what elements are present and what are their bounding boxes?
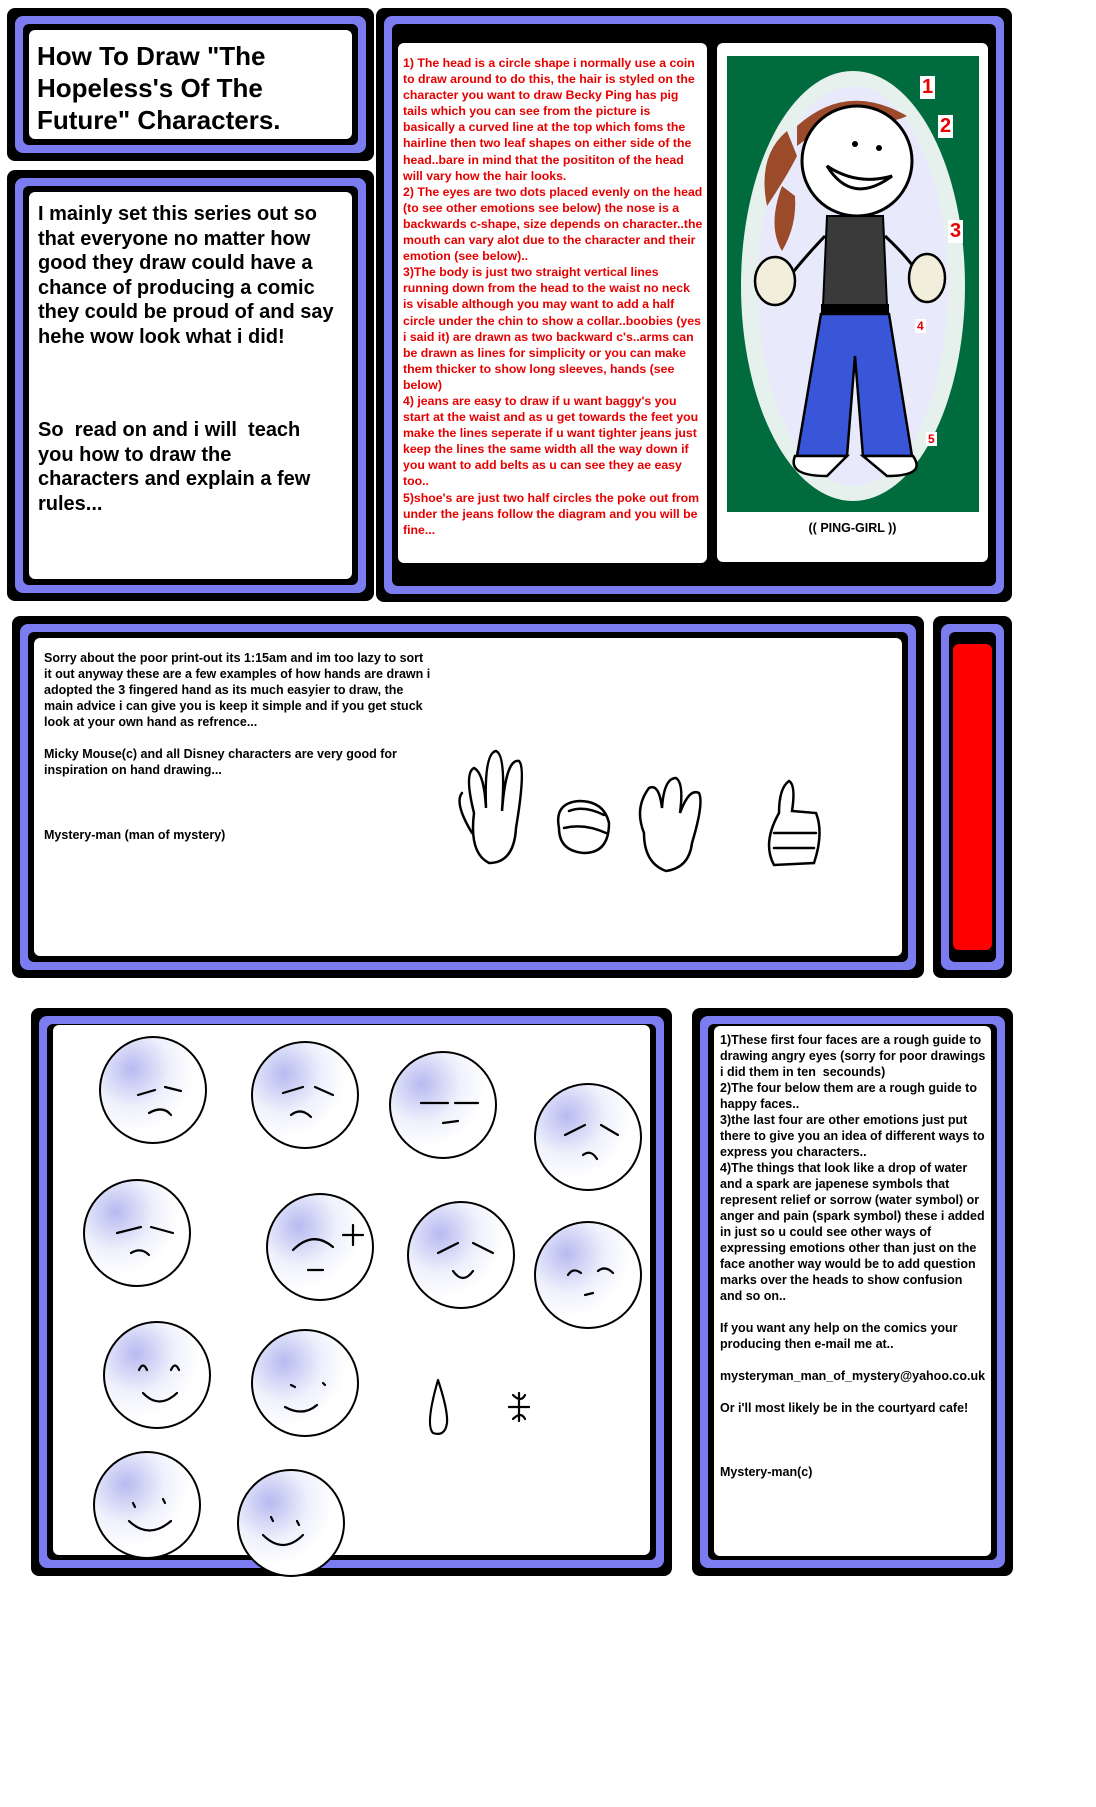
intro-paragraph-1: I mainly set this series out so that everyone no matter how good they draw could have a chance of producing a comic they could be proud of and say hehe wow look what i did!	[38, 203, 340, 348]
instructions-panel	[376, 8, 1012, 602]
marker-4: 4	[917, 319, 924, 333]
intro-box	[29, 192, 352, 579]
hands-box	[34, 638, 902, 956]
intro-paragraph-2: So read on and i will teach you how to draw the characters and explain a few rules...	[38, 419, 316, 515]
hands-signature: Mystery-man (man of mystery)	[44, 828, 226, 842]
faces-panel	[31, 1008, 672, 1576]
meter-panel	[933, 616, 1012, 978]
face-drawings	[53, 1025, 650, 1555]
emotions-panel	[692, 1008, 1013, 1576]
instructions-text: 1) The head is a circle shape i normally use a coin to draw around to do this, the hair is styled on the character you want to draw Becky Ping has pig tails which you can see from the picture is basically a curved line at the top which foms the hairline then two leaf shapes on either side of the head..bare in mind that the posititon of the head will vary how the hair looks. 2) The eyes are two dots placed evenly on the head (to see other emotions see below) the nose is a backwards c-shape, size depends on character..the mouth can vary alot due to the character and their emotion (see below).. 3)The body is just two straight vertical lines running down from the head to the waist no neck is visable although you may want to add a half circle under the chin to show a collar..boobies (yes i said it) are drawn as two backward c's..arms can be drawn as lines for simplicity or you can make them thicker to show long sleeves, hands (see below) 4) jeans are easy to draw if u want baggy's you start at the waist and as u get towards the feet you make the lines seperate if u want tighter jeans just keep the lines the same width all the way down if you want to add belts as u can see they ae easy too.. 5)shoe's are just two half circles the poke out from under the jeans follow the diagram and you will be fine...	[403, 56, 703, 537]
red-meter-bar	[953, 644, 992, 950]
marker-5: 5	[928, 432, 935, 446]
intro-panel	[7, 170, 374, 601]
hands-paragraph-2: Micky Mouse(c) and all Disney characters are very good for inspiration on hand drawing...	[44, 747, 401, 777]
hands-panel	[12, 616, 924, 978]
instructions-box	[398, 43, 707, 563]
page-title: How To Draw "The Hopeless's Of The Future" Characters.	[37, 41, 281, 135]
marker-1: 1	[922, 76, 934, 98]
hands-paragraph-1: Sorry about the poor print-out its 1:15am and im too lazy to sort it out anyway these are a few examples of how hands are drawn i adopted the 3 fingered hand as its much easyier to draw, the main advice i can give you is keep it simple and if you get stuck look at your own hand as refrence...	[44, 651, 434, 729]
title-box	[29, 30, 352, 139]
marker-3: 3	[950, 220, 962, 242]
faces-box	[53, 1025, 650, 1555]
marker-2: 2	[940, 115, 952, 137]
hand-drawings	[444, 733, 884, 913]
character-box	[717, 43, 988, 562]
title-panel	[7, 8, 374, 161]
emotions-box	[714, 1026, 991, 1556]
character-caption: (( PING-GIRL ))	[808, 521, 897, 535]
emotions-text: 1)These first four faces are a rough guide to drawing angry eyes (sorry for poor drawings i did them in ten secounds) 2)The four below them are a rough guide to happy faces.. 3)the last four are other emotions just put there to give you an idea of different ways to express you characters.. 4)The things that look like a drop of water and a spark are japenese symbols that represent relief or sorrow (water symbol) or anger and pain (spark symbol) these i added in just so u could see other ways of expressing emotions other than just on the face another way would be to add question marks over the heads to show confusion and so on.. If you want any help on the comics your producing then e-mail me at.. mysteryman_man_of_mystery@yahoo.co.uk Or i'll most likely be in the courtyard cafe! Mystery-man(c)	[720, 1033, 986, 1479]
